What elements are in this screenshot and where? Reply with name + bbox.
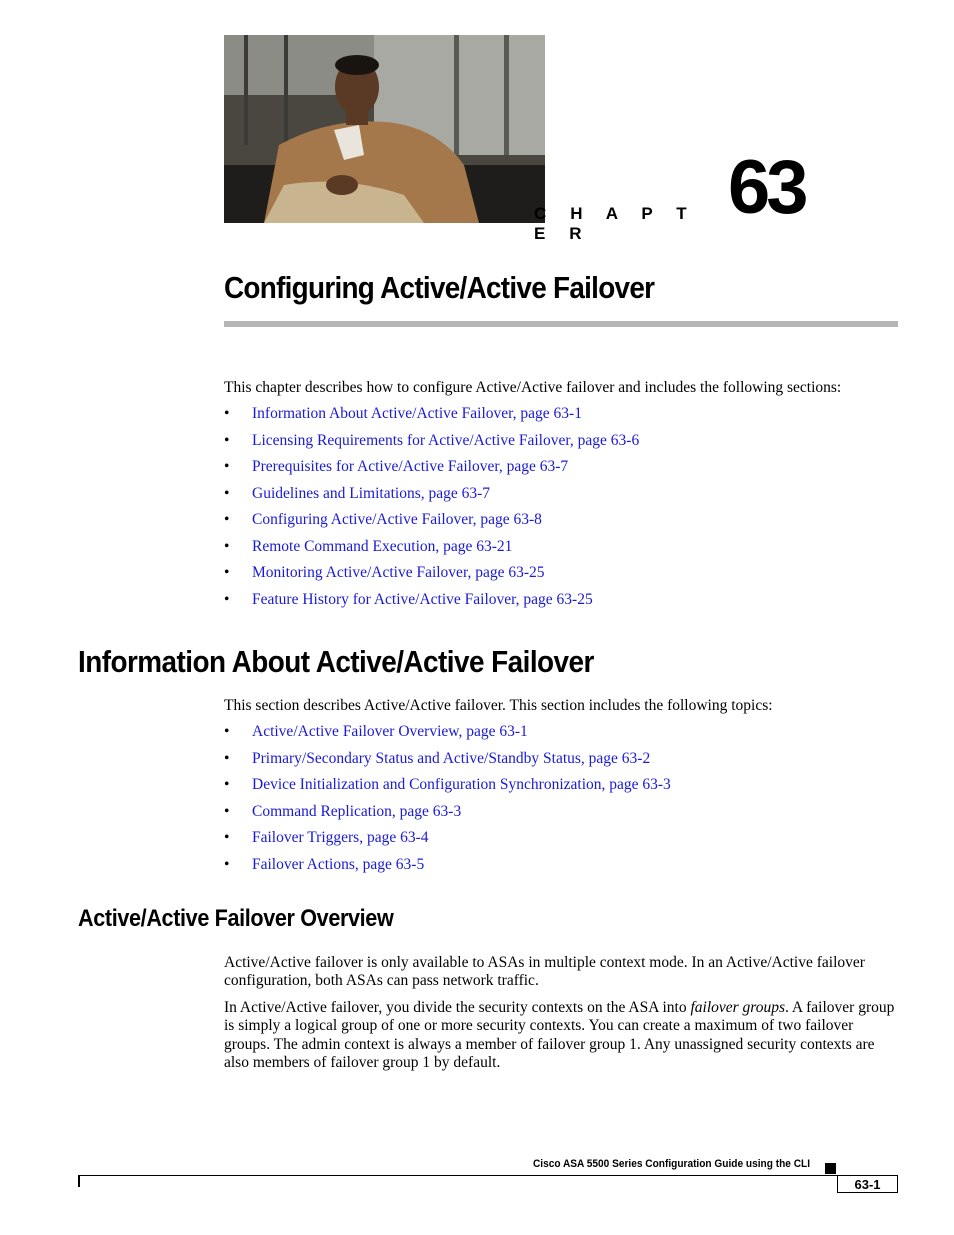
- bullet-icon: [224, 485, 252, 503]
- bullet-icon: [224, 776, 252, 794]
- bullet-icon: [224, 803, 252, 821]
- link-failover-triggers[interactable]: Failover Triggers, page 63-4: [252, 829, 429, 846]
- link-device-initialization[interactable]: Device Initialization and Configuration Synchronization, page 63-3: [252, 776, 671, 793]
- emphasis-failover-groups: failover groups: [690, 999, 786, 1016]
- bullet-icon: [224, 591, 252, 609]
- list-item: [224, 750, 671, 777]
- list-item: [224, 458, 639, 485]
- bullet-icon: [224, 458, 252, 476]
- list-item: [224, 432, 639, 459]
- overview-paragraph-2-start: In Active/Active failover, you divide the security contexts on the ASA into: [224, 999, 691, 1016]
- list-item: [224, 776, 671, 803]
- link-remote-command[interactable]: Remote Command Execution, page 63-21: [252, 537, 513, 555]
- bullet-icon: [224, 856, 252, 874]
- list-item: [224, 829, 671, 856]
- section-heading-overview: Active/Active Failover Overview: [78, 905, 394, 932]
- intro-link-list: [224, 405, 639, 617]
- list-item: [224, 591, 639, 618]
- list-item: [224, 485, 639, 512]
- bullet-icon: [224, 750, 252, 768]
- footer-rule: [78, 1175, 898, 1176]
- overview-paragraph-2: [224, 999, 900, 1073]
- link-overview[interactable]: Active/Active Failover Overview, page 63-1: [252, 723, 528, 740]
- list-item: [224, 564, 639, 591]
- list-item: [224, 511, 639, 538]
- title-rule: [224, 321, 898, 327]
- bullet-icon: [224, 829, 252, 847]
- bullet-icon: [224, 432, 252, 450]
- link-guidelines[interactable]: Guidelines and Limitations, page 63-7: [252, 484, 491, 502]
- link-failover-actions[interactable]: Failover Actions, page 63-5: [252, 855, 425, 873]
- link-command-replication[interactable]: Command Replication, page 63-3: [252, 802, 462, 820]
- bullet-icon: [224, 538, 252, 556]
- overview-paragraph-1: Active/Active failover is only available to ASAs in multiple context mode. In an Active/Active failover configuration, both ASAs can pass network traffic.: [224, 954, 865, 990]
- footer-guide-title: Cisco ASA 5500 Series Configuration Guide using the CLI: [532, 1158, 810, 1170]
- page-number: 63-1: [837, 1175, 898, 1193]
- chapter-number: 63: [728, 145, 805, 230]
- section-heading-information: Information About Active/Active Failover: [78, 644, 594, 679]
- list-item: [224, 803, 671, 830]
- chapter-title: Configuring Active/Active Failover: [224, 270, 655, 305]
- chapter-label: C H A P T E R: [534, 204, 697, 243]
- bullet-icon: [224, 511, 252, 529]
- footer-tick: [78, 1175, 80, 1187]
- chapter-photo: [224, 35, 545, 223]
- list-item: [224, 538, 639, 565]
- link-information-about[interactable]: Information About Active/Active Failover, page 63-1: [252, 405, 582, 422]
- overview-paragraph-2-end: . A failover group is simply a logical group of one or more security contexts. You can create a maximum of two failover groups. The admin context is always a member of failover group 1. Any unassigned security contexts are also members of failover group 1 by default.: [224, 999, 895, 1072]
- list-item: [224, 856, 671, 883]
- section1-text: This section describes Active/Active failover. This section includes the following topics:: [224, 697, 773, 714]
- bullet-icon: [224, 723, 252, 741]
- list-item: [224, 723, 671, 750]
- list-item: [224, 405, 639, 432]
- link-licensing-requirements[interactable]: Licensing Requirements for Active/Active Failover, page 63-6: [252, 431, 640, 449]
- link-monitoring[interactable]: Monitoring Active/Active Failover, page 63-25: [252, 564, 545, 581]
- link-prerequisites[interactable]: Prerequisites for Active/Active Failover, page 63-7: [252, 458, 569, 475]
- bullet-icon: [224, 405, 252, 423]
- link-configuring[interactable]: Configuring Active/Active Failover, page 63-8: [252, 511, 542, 528]
- intro-text: This chapter describes how to configure Active/Active failover and includes the following sections:: [224, 379, 842, 396]
- section1-link-list: [224, 723, 671, 882]
- link-feature-history[interactable]: Feature History for Active/Active Failover, page 63-25: [252, 590, 593, 608]
- bullet-icon: [224, 564, 252, 582]
- link-primary-secondary-status[interactable]: Primary/Secondary Status and Active/Standby Status, page 63-2: [252, 749, 651, 767]
- footer-marker: [825, 1163, 836, 1174]
